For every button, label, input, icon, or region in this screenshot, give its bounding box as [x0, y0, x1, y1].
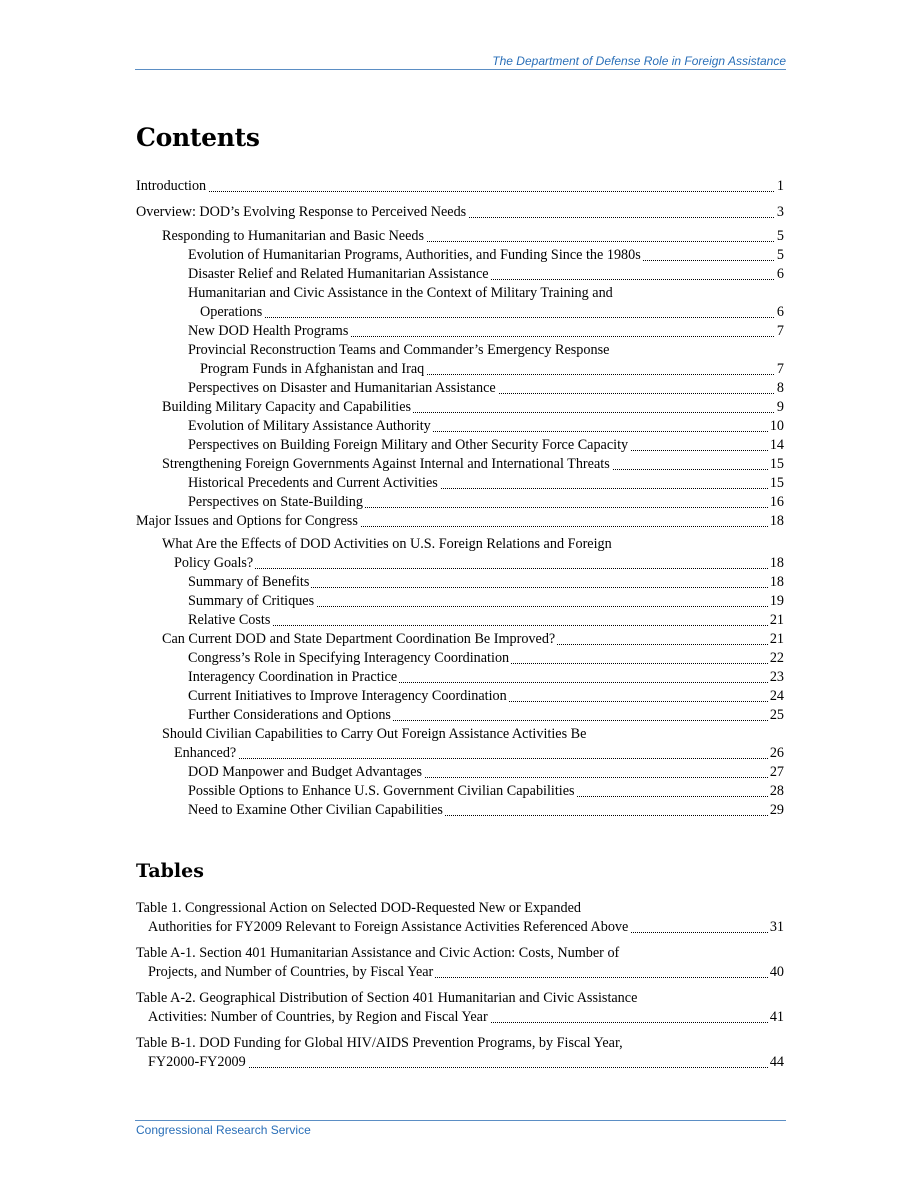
tables-list: [136, 899, 784, 1072]
toc-entry[interactable]: What Are the Effects of DOD Activities on U.S. Foreign Relations and Foreign Policy Goals? 18: [162, 536, 784, 571]
toc-entry[interactable]: Overview: DOD’s Evolving Response to Perceived Needs 3: [136, 204, 784, 220]
tables-heading: Tables: [136, 860, 204, 882]
toc-entry[interactable]: Need to Examine Other Civilian Capabilities 29: [188, 802, 784, 818]
toc-entry[interactable]: Strengthening Foreign Governments Against Internal and International Threats 15: [162, 456, 784, 472]
toc-entry[interactable]: Building Military Capacity and Capabilities 9: [162, 399, 784, 415]
toc-entry[interactable]: Congress’s Role in Specifying Interagency Coordination 22: [188, 650, 784, 666]
table-entry[interactable]: Table A-2. Geographical Distribution of Section 401 Humanitarian and Civic Assistance Activities: Number of Countries, by Region and Fiscal Year 41: [136, 990, 784, 1025]
toc-entry[interactable]: New DOD Health Programs 7: [188, 323, 784, 339]
toc-entry[interactable]: Perspectives on Disaster and Humanitarian Assistance 8: [188, 380, 784, 396]
toc-entry[interactable]: Summary of Critiques 19: [188, 593, 784, 609]
table-entry[interactable]: Table B-1. DOD Funding for Global HIV/AIDS Prevention Programs, by Fiscal Year, FY2000-FY2009 44: [136, 1035, 784, 1070]
contents-heading: Contents: [136, 123, 260, 152]
toc-list: [136, 203, 784, 820]
footer-publisher: Congressional Research Service: [136, 1123, 311, 1137]
toc-entry[interactable]: Evolution of Humanitarian Programs, Authorities, and Funding Since the 1980s 5: [188, 247, 784, 263]
toc-entry[interactable]: Current Initiatives to Improve Interagency Coordination 24: [188, 688, 784, 704]
toc-entry[interactable]: Possible Options to Enhance U.S. Government Civilian Capabilities 28: [188, 783, 784, 799]
toc-entry[interactable]: Should Civilian Capabilities to Carry Out Foreign Assistance Activities Be Enhanced? 26: [162, 726, 784, 761]
toc-entry[interactable]: Perspectives on State-Building 16: [188, 494, 784, 510]
toc-entry[interactable]: Provincial Reconstruction Teams and Commander’s Emergency Response Program Funds in Afghanistan and Iraq 7: [188, 342, 784, 377]
toc-list: [136, 177, 784, 196]
toc-entry[interactable]: Major Issues and Options for Congress 18: [136, 513, 784, 529]
toc-entry[interactable]: Disaster Relief and Related Humanitarian Assistance 6: [188, 266, 784, 282]
toc-entry[interactable]: DOD Manpower and Budget Advantages 27: [188, 764, 784, 780]
toc-entry[interactable]: Can Current DOD and State Department Coordination Be Improved? 21: [162, 631, 784, 647]
toc-entry[interactable]: Further Considerations and Options 25: [188, 707, 784, 723]
running-header: The Department of Defense Role in Foreign Assistance: [492, 54, 786, 68]
toc-entry[interactable]: Responding to Humanitarian and Basic Needs 5: [162, 228, 784, 244]
toc-entry[interactable]: Introduction 1: [136, 178, 784, 194]
header-rule: [135, 69, 786, 70]
toc-entry[interactable]: Summary of Benefits 18: [188, 574, 784, 590]
toc-entry[interactable]: Interagency Coordination in Practice 23: [188, 669, 784, 685]
toc-entry[interactable]: Relative Costs 21: [188, 612, 784, 628]
toc-entry[interactable]: Humanitarian and Civic Assistance in the Context of Military Training and Operations 6: [188, 285, 784, 320]
footer-rule: [135, 1120, 786, 1121]
toc-entry[interactable]: Perspectives on Building Foreign Military and Other Security Force Capacity 14: [188, 437, 784, 453]
toc-entry[interactable]: Evolution of Military Assistance Authority 10: [188, 418, 784, 434]
table-entry[interactable]: Table 1. Congressional Action on Selected DOD-Requested New or Expanded Authorities for FY2009 Relevant to Foreign Assistance Activities Referenced Above 31: [136, 900, 784, 935]
table-entry[interactable]: Table A-1. Section 401 Humanitarian Assistance and Civic Action: Costs, Number of Projects, and Number of Countries, by Fiscal Year 40: [136, 945, 784, 980]
toc-entry[interactable]: Historical Precedents and Current Activities 15: [188, 475, 784, 491]
